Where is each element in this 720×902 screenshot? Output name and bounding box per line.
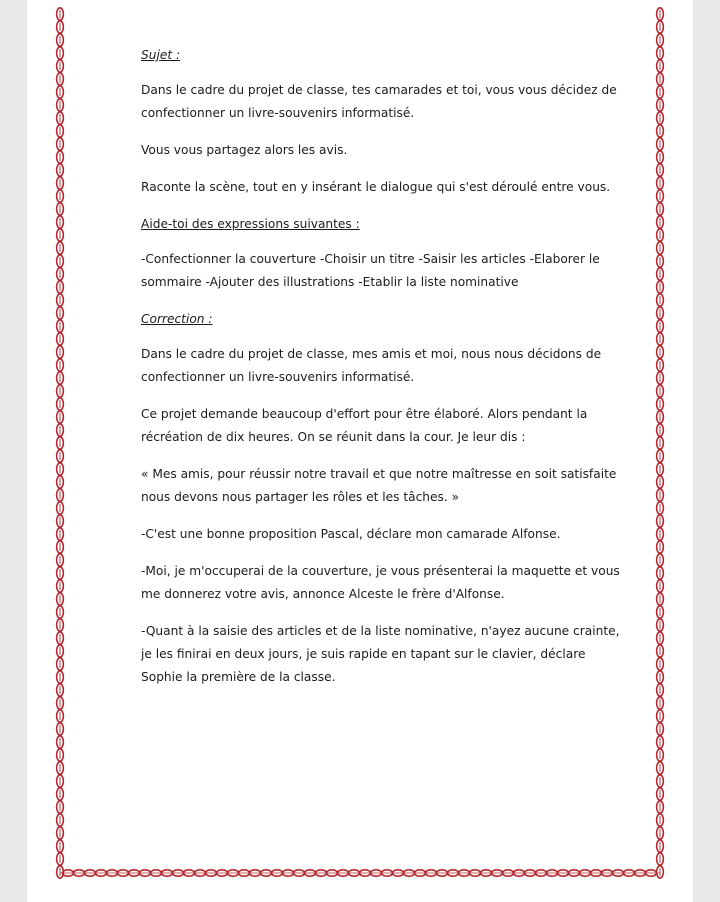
correction-paragraph: « Mes amis, pour réussir notre travail et que notre maîtresse en soit satisfaite nous devons nous partager les rôles et les tâches. » [141, 467, 617, 504]
correction-paragraph: Ce projet demande beaucoup d'effort pour être élaboré. Alors pendant la récréation de dix heures. On se réunit dans la cour. Je leur dis : [141, 407, 588, 444]
document-page [27, 0, 693, 902]
raconte-line: Raconte la scène, tout en y insérant le dialogue qui s'est déroulé entre vous. [141, 180, 611, 194]
correction-paragraph: Dans le cadre du projet de classe, mes amis et moi, nous nous décidons de confectionner un livre-souvenirs informatisé. [141, 347, 602, 384]
expressions-list: -Confectionner la couverture -Choisir un titre -Saisir les articles -Elaborer le sommaire -Ajouter des illustrations -Etablir la liste nominative [141, 252, 600, 289]
avis-line: Vous vous partagez alors les avis. [141, 143, 348, 157]
correction-paragraph: -C'est une bonne proposition Pascal, déclare mon camarade Alfonse. [141, 527, 561, 541]
sujet-paragraph: Dans le cadre du projet de classe, tes camarades et toi, vous vous décidez de confectionner un livre-souvenirs informatisé. [141, 83, 617, 120]
correction-paragraph: -Moi, je m'occuperai de la couverture, je vous présenterai la maquette et vous me donnerez votre avis, annonce Alceste le frère d'Alfonse. [141, 564, 620, 601]
aide-heading: Aide-toi des expressions suivantes : [141, 217, 360, 231]
sujet-heading: Sujet : [141, 48, 181, 62]
document-text [141, 44, 627, 689]
correction-heading: Correction : [141, 312, 213, 326]
correction-paragraph: -Quant à la saisie des articles et de la liste nominative, n'ayez aucune crainte, je les finirai en deux jours, je suis rapide en tapant sur le clavier, déclare Sophie la première de la classe. [141, 624, 620, 684]
